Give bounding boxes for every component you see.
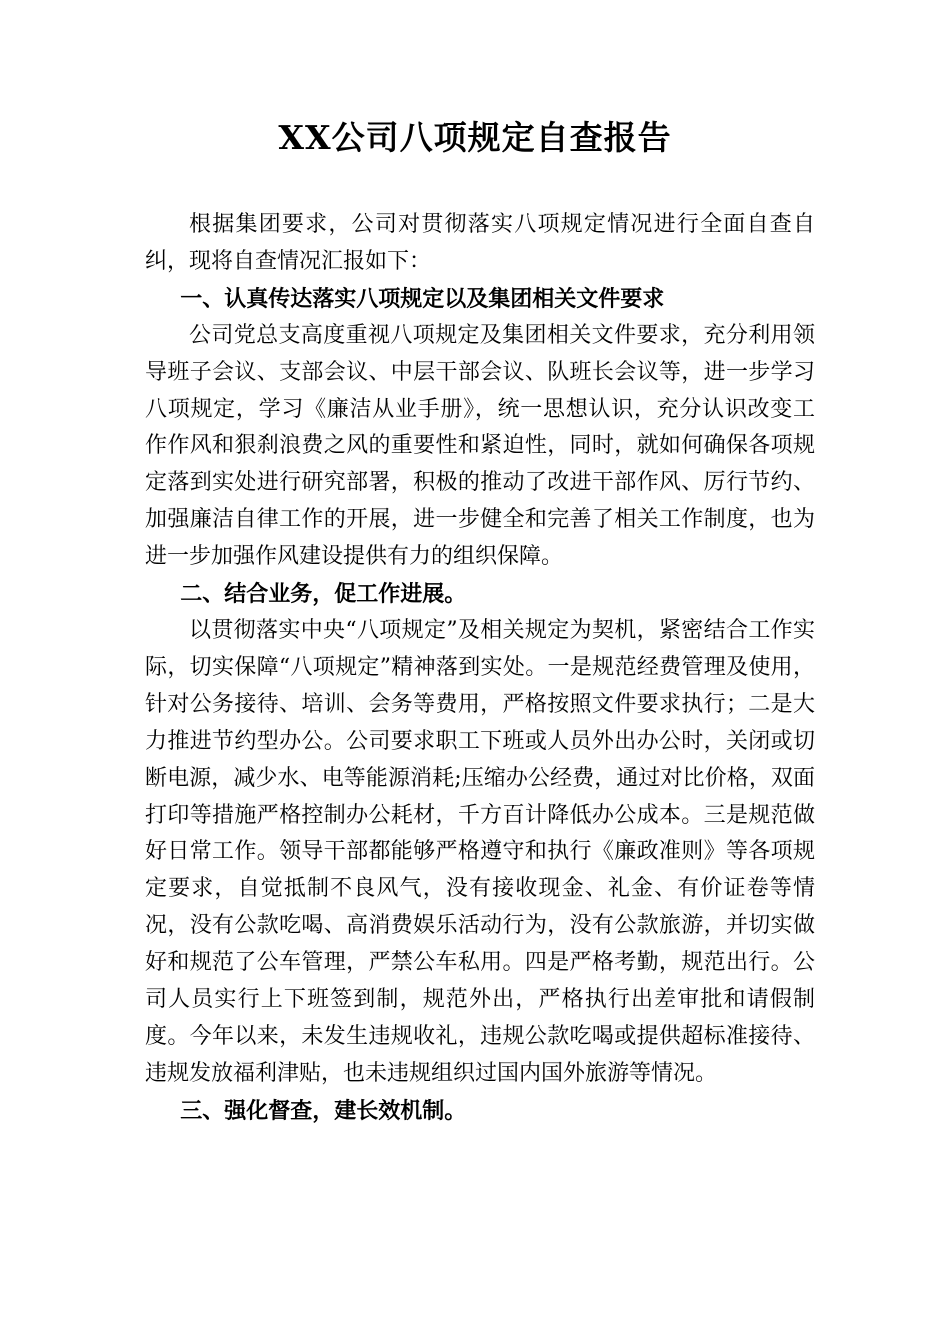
- intro-paragraph: 根据集团要求，公司对贯彻落实八项规定情况进行全面自查自纠，现将自查情况汇报如下：: [145, 212, 815, 274]
- section-heading-3: 三、强化督查，建长效机制。: [180, 1097, 467, 1124]
- document-title: XX公司八项规定自查报告: [278, 118, 672, 157]
- section-paragraph-2: 以贯彻落实中央“八项规定”及相关规定为契机，紧密结合工作实际，切实保障“八项规定”精神落到实处。一是规范经费管理及使用，针对公务接待、培训、会务等费用，严格按照文件要求执行；二是大力推进节约型办公。公司要求职工下班或人员外出办公时，关闭或切断电源，减少水、电等能源消耗;压缩办公经费，通过对比价格，双面打印等措施严格控制办公耗材，千方百计降低办公成本。三是规范做好日常工作。领导干部都能够严格遵守和执行《廉政准则》等各项规定要求，自觉抵制不良风气，没有接收现金、礼金、有价证卷等情况，没有公款吃喝、高消费娱乐活动行为，没有公款旅游，并切实做好和规范了公车管理，严禁公车私用。四是严格考勤，规范出行。公司人员实行上下班签到制，规范外出，严格执行出差审批和请假制度。今年以来，未发生违规收礼，违规公款吃喝或提供超标准接待、违规发放福利津贴，也未违规组织过国内国外旅游等情况。: [145, 617, 815, 1086]
- section-paragraph-1: 公司党总支高度重视八项规定及集团相关文件要求，充分利用领导班子会议、支部会议、中层干部会议、队班长会议等，进一步学习八项规定，学习《廉洁从业手册》，统一思想认识，充分认识改变工作作风和狠刹浪费之风的重要性和紧迫性，同时，就如何确保各项规定落到实处进行研究部署，积极的推动了改进干部作风、厉行节约、加强廉洁自律工作的开展，进一步健全和完善了相关工作制度，也为进一步加强作风建设提供有力的组织保障。: [145, 322, 815, 570]
- document-body: [145, 207, 815, 1130]
- section-heading-2: 二、结合业务，促工作进展。: [180, 581, 467, 608]
- section-heading-1: 一、认真传达落实八项规定以及集团相关文件要求: [180, 285, 665, 312]
